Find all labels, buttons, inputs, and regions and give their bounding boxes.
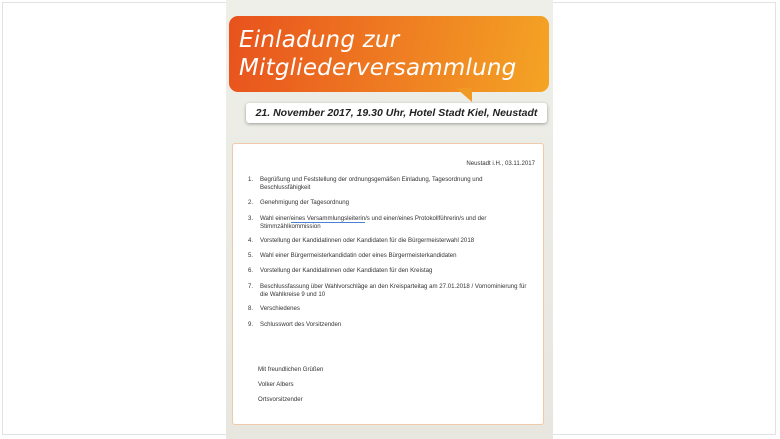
agenda-text: Vorstellung der Kandidatinnen oder Kandidaten für die Bürgermeisterwahl 2018 (260, 237, 475, 244)
date-line: Neustadt i.H., 03.11.2017 (466, 160, 535, 167)
agenda-text: Schlusswort des Vorsitzenden (260, 321, 342, 328)
agenda-text: Genehmigung der Tagesordnung (260, 199, 349, 206)
banner-speech-tail (456, 88, 472, 102)
title-banner (229, 16, 549, 92)
agenda-text: Beschlussfassung über Wahlvorschläge an den Kreisparteitag am 27.01.2018 / Vornominierung für die Wahlkreise 9 und 10 (260, 283, 527, 298)
agenda-text: Vorstellung der Kandidatinnen oder Kandidaten für den Kreistag (260, 267, 433, 274)
agenda-number: 2. (248, 199, 254, 206)
agenda-text (260, 215, 532, 230)
event-details: 21. November 2017, 19.30 Uhr, Hotel Stadt Kiel, Neustadt (255, 107, 538, 119)
letter-body (232, 143, 544, 425)
agenda-number: 6. (248, 267, 254, 274)
agenda-number: 5. (248, 252, 254, 259)
event-details-box (246, 103, 547, 123)
closing-greeting: Mit freundlichen Grüßen (258, 366, 324, 373)
agenda-text: Wahl einer Bürgermeisterkandidatin oder eines Bürgermeisterkandidaten (260, 252, 457, 259)
agenda-text: Begrüßung und Feststellung der ordnungsgemäßen Einladung, Tagesordnung und Beschlussfähigkeit (260, 176, 483, 191)
agenda-number: 1. (248, 176, 254, 183)
agenda-number: 7. (248, 283, 254, 290)
agenda-number: 3. (248, 215, 254, 222)
agenda-number: 8. (248, 305, 254, 312)
signer-role: Ortsvorsitzender (258, 396, 303, 403)
agenda-number: 4. (248, 237, 254, 244)
agenda-text-part: /s und einer/eines Protokollführerin/s und der Stimmzählkommission (260, 215, 487, 230)
agenda-text: Verschiedenes (260, 305, 300, 312)
invitation-title: Einladung zur Mitgliederversammlung (239, 27, 517, 81)
agenda-number: 9. (248, 321, 254, 328)
agenda-text-part: Wahl einer/ (260, 215, 291, 222)
signer-name: Volker Albers (258, 381, 294, 388)
spellcheck-underlined-word: eines Versammlungsleiterin (290, 215, 366, 222)
